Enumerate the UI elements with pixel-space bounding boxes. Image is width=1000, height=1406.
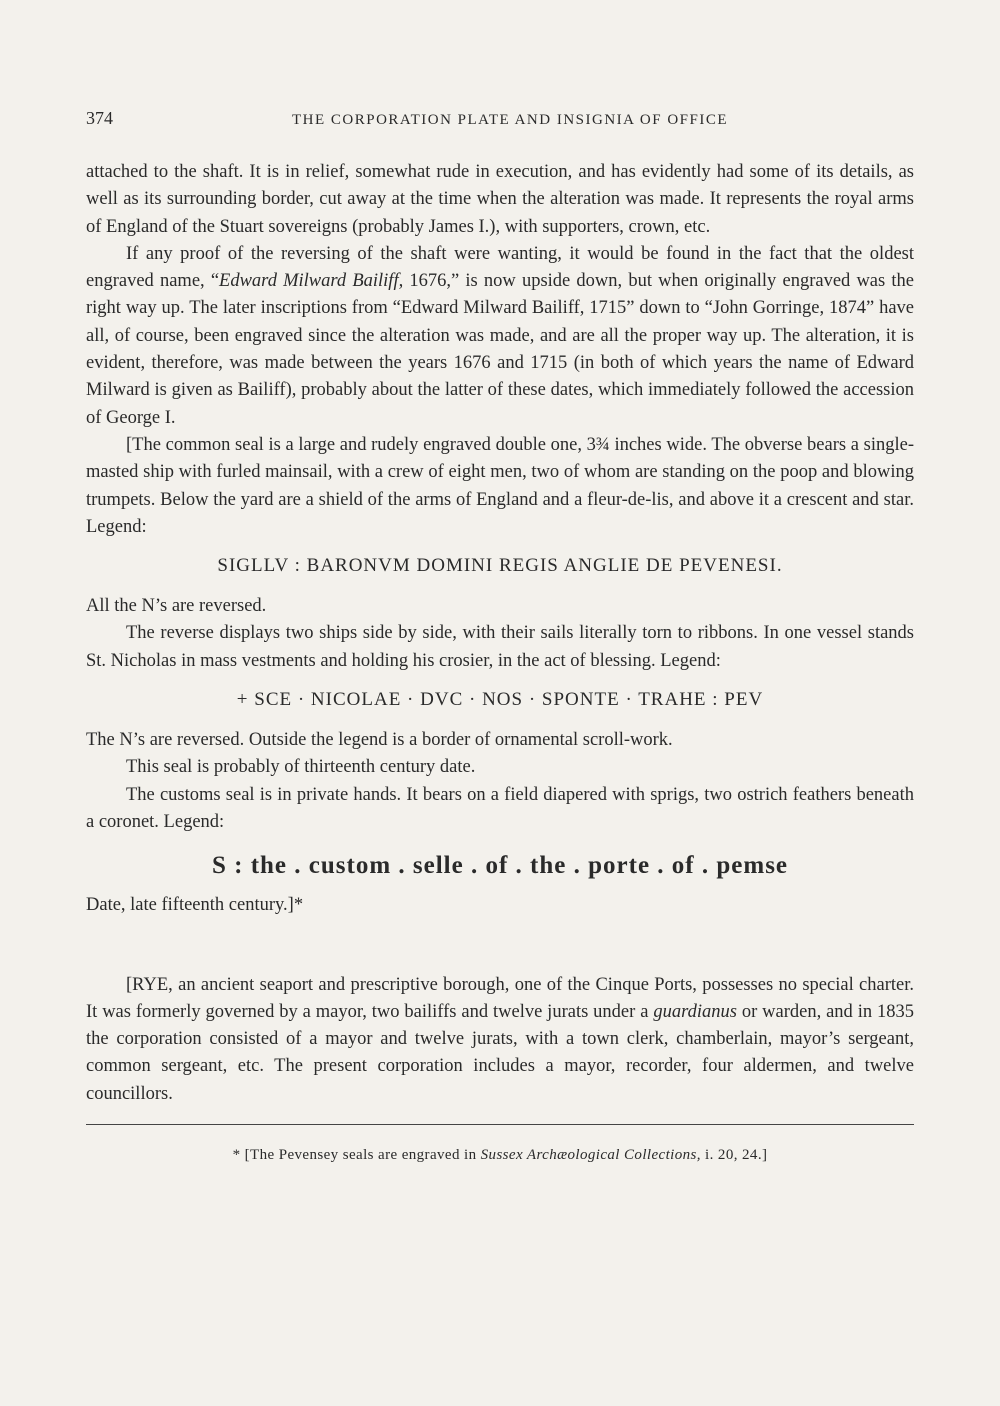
footnote-rule — [86, 1124, 914, 1125]
legend-common-seal: SIGLLV : BARONVM DOMINI REGIS ANGLIE DE PEVENESI. — [217, 555, 783, 577]
paragraph-3: [The common seal is a large and rudely engraved double one, 3¾ inches wide. The obverse bears a single-masted ship with furled mainsail, with a crew of eight men, two of whom are standing on the poop and blowing trumpets. Below the yard are a shield of the arms of England and a fleur-de-lis, and above it a crescent and star. Legend: — [86, 434, 914, 537]
paragraph-4: All the N’s are reversed. — [86, 596, 267, 617]
footnote-prefix: * [The Pevensey seals are engraved in — [232, 1147, 481, 1164]
paragraph-2-italic: Edward Milward Bailiff, — [219, 271, 404, 292]
paragraph-5: The reverse displays two ships side by side, with their sails literally torn to ribbons. In one vessel stands St. Nicholas in mass vestments and holding his crosier, in the act of blessing. Legend: — [86, 623, 914, 671]
footnote-suffix: i. 20, 24.] — [700, 1147, 768, 1164]
paragraph-2-text-a: If any proof of the reversing of the shaft were wanting, it would be found in the fact that the oldest engraved name, “ — [86, 243, 914, 292]
paragraph-6: The N’s are reversed. Outside the legend is a border of ornamental scroll-work. — [86, 730, 673, 751]
paragraph-rye — [86, 972, 914, 1108]
paragraph-9: Date, late fifteenth century.]* — [86, 895, 304, 916]
paragraph-rye-text-a: [RYE, an ancient seaport and prescriptive borough, one of the Cinque Ports, possesses no special charter. It was formerly governed by a mayor, two bailiffs and twelve jurats under a — [86, 974, 914, 1022]
running-head — [86, 108, 914, 129]
paragraph-8: The customs seal is in private hands. It bears on a field diapered with sprigs, two ostrich feathers beneath a coronet. Legend: — [86, 784, 914, 832]
legend-reverse-seal: + SCE · NICOLAE · DVC · NOS · SPONTE · TRAHE : PEV — [236, 689, 764, 711]
paragraph-rye-text-b: or warden, and in 1835 the corporation consisted of a mayor and twelve jurats, with a town clerk, chamberlain, mayor’s sergeant, common sergeant, etc. The present corporation includes a mayor, recorder, four aldermen, and twelve councillors. — [86, 1001, 914, 1104]
paragraph-2-text-b: 1676,” is now upside down, but when originally engraved was the right way up. The later inscriptions from “Edward Milward Bailiff, 1715” down to “John Gorringe, 1874” have all, of course, been engraved since the alteration was made, and are all the proper way up. The alteration, it is evident, therefore, was made between the years 1676 and 1715 (in both of which years the name of Edward Milward is given as Bailiff), probably about the latter of these dates, which immediately followed the accession of George I. — [86, 271, 914, 428]
footnote — [86, 1147, 914, 1164]
page-number: 374 — [86, 108, 113, 128]
paragraph-7: This seal is probably of thirteenth century date. — [126, 757, 476, 778]
running-title: THE CORPORATION PLATE AND INSIGNIA OF OFFICE — [291, 112, 729, 128]
section-gap — [86, 920, 914, 972]
paragraph-rye-italic: guardianus — [653, 1001, 737, 1022]
paragraph-2 — [86, 241, 914, 432]
legend-customs-seal: S : the . custom . selle . of . the . porte . of . pemse — [211, 852, 789, 880]
footnote-italic: Sussex Archæological Collections, — [480, 1147, 701, 1164]
paragraph-1: attached to the shaft. It is in relief, somewhat rude in execution, and has evidently had some of its details, as well as its surrounding border, cut away at the time when the alteration was made. It represents the royal arms of England of the Stuart sovereigns (probably James I.), with supporters, crown, etc. — [86, 162, 914, 237]
